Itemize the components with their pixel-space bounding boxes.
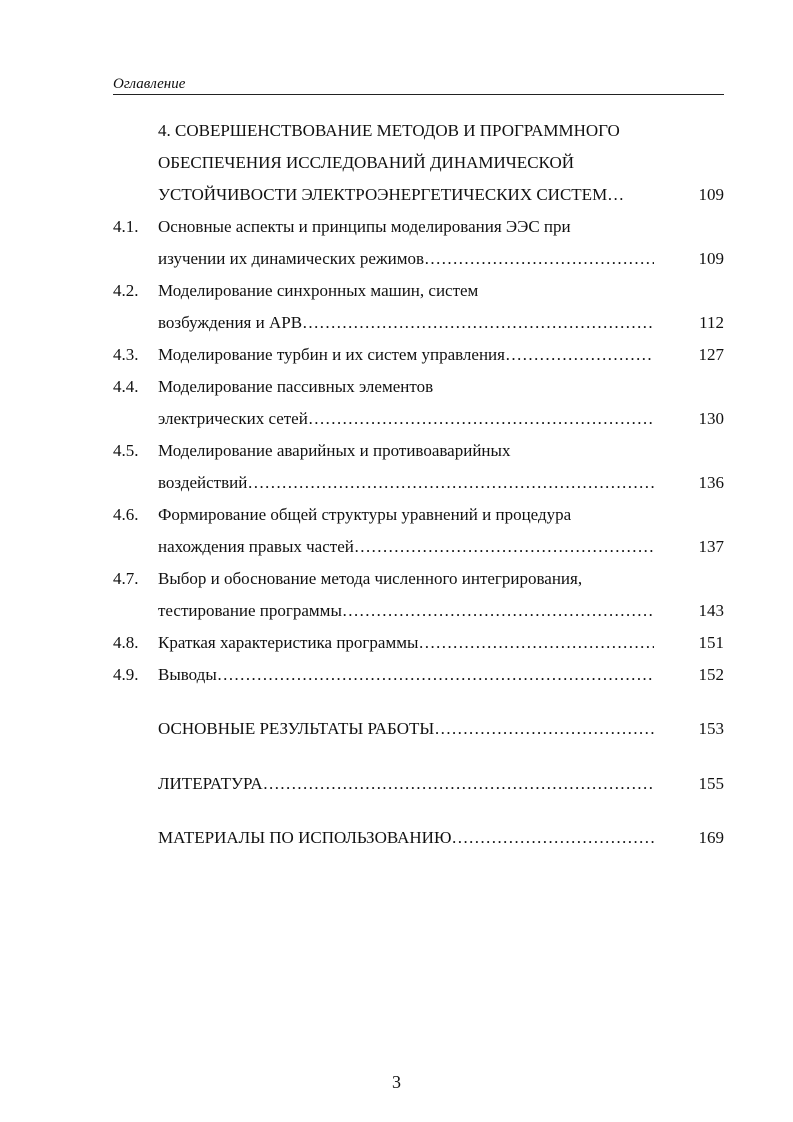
toc-entry-page: 169	[698, 828, 724, 847]
toc-entry-page: 143	[698, 601, 724, 620]
toc-chapter-line-2: ОБЕСПЕЧЕНИЯ ИССЛЕДОВАНИЙ ДИНАМИЧЕСКОЙ	[158, 153, 575, 172]
toc-entry-main-results: ОСНОВНЫЕ РЕЗУЛЬТАТЫ РАБОТЫ …………………………………………………………………………………………………………………………………………………… 153	[113, 713, 724, 745]
toc-entry-number: 4.8.	[113, 633, 139, 652]
toc-entry-number: 4.1.	[113, 217, 139, 236]
toc-entry-4-3: 4.3. Моделирование турбин и их систем управления …………………………………………………………………………………………………………………………………………………… 127	[113, 339, 724, 371]
toc-entry-4-7: 4.7. Выбор и обоснование метода численного интегрирования,	[113, 563, 724, 595]
toc-entry-4-7-cont: тестирование программы …………………………………………………………………………………………………………………………………………………… 143	[113, 595, 724, 627]
toc-entry-4-5: 4.5. Моделирование аварийных и противоаварийных	[113, 435, 724, 467]
toc-entry-4-1-cont: изучении их динамических режимов …………………………………………………………………………………………………………………………………………………… 109	[113, 243, 724, 275]
toc-entry-number: 4.6.	[113, 505, 139, 524]
toc-entry-page: 127	[698, 345, 724, 364]
running-header	[113, 74, 724, 95]
toc-entry-4-4: 4.4. Моделирование пассивных элементов	[113, 371, 724, 403]
toc-entry-4-1: 4.1. Основные аспекты и принципы моделирования ЭЭС при	[113, 211, 724, 243]
toc-entry-number: 4.9.	[113, 665, 139, 684]
toc-entry-page: 153	[698, 719, 724, 738]
toc-entry-literature: ЛИТЕРАТУРА …………………………………………………………………………………………………………………………………………………… 155	[113, 768, 724, 800]
toc-entry-4-8: 4.8. Краткая характеристика программы …………………………………………………………………………………………………………………………………………………… 151	[113, 627, 724, 659]
toc-entry-page: 151	[698, 633, 724, 652]
toc-entry-number: 4.3.	[113, 345, 139, 364]
toc-entry-materials: МАТЕРИАЛЫ ПО ИСПОЛЬЗОВАНИЮ …………………………………………………………………………………………………………………………………………………… 169	[113, 822, 724, 854]
toc-entry-number: 4.2.	[113, 281, 139, 300]
toc-entry-number: 4.7.	[113, 569, 139, 588]
toc-entry-page: 137	[698, 537, 724, 556]
page-number: 3	[392, 1072, 401, 1092]
toc-chapter-line-3: УСТОЙЧИВОСТИ ЭЛЕКТРОЭНЕРГЕТИЧЕСКИХ СИСТЕМ… 109	[113, 179, 724, 211]
toc-entry-4-6-cont: нахождения правых частей …………………………………………………………………………………………………………………………………………………… 137	[113, 531, 724, 563]
toc-entry-page: 155	[698, 774, 724, 793]
toc-entry-number: 4.4.	[113, 377, 139, 396]
toc-entry-4-4-cont: электрических сетей …………………………………………………………………………………………………………………………………………………… 130	[113, 403, 724, 435]
toc-entry-page: 130	[698, 409, 724, 428]
toc-entry-page: 136	[698, 473, 724, 492]
toc-entry-4-2-cont: возбуждения и АРВ …………………………………………………………………………………………………………………………………………………… 112	[113, 307, 724, 339]
toc-entry-4-2: 4.2. Моделирование синхронных машин, систем	[113, 275, 724, 307]
toc-entry-number: 4.5.	[113, 441, 139, 460]
toc-entry-4-9: 4.9. Выводы …………………………………………………………………………………………………………………………………………………… 152	[113, 659, 724, 691]
toc-entry-page: 152	[698, 665, 724, 684]
toc-entry-4-5-cont: воздействий …………………………………………………………………………………………………………………………………………………… 136	[113, 467, 724, 499]
toc-entry-4-6: 4.6. Формирование общей структуры уравнений и процедура	[113, 499, 724, 531]
running-header-title: Оглавление	[113, 76, 186, 92]
toc-entry-page: 112	[699, 313, 724, 332]
toc-entry-page: 109	[698, 249, 724, 268]
toc-chapter-line-1: 4. СОВЕРШЕНСТВОВАНИЕ МЕТОДОВ И ПРОГРАММНОГО	[158, 121, 620, 140]
toc-chapter-page: 109	[698, 185, 724, 204]
